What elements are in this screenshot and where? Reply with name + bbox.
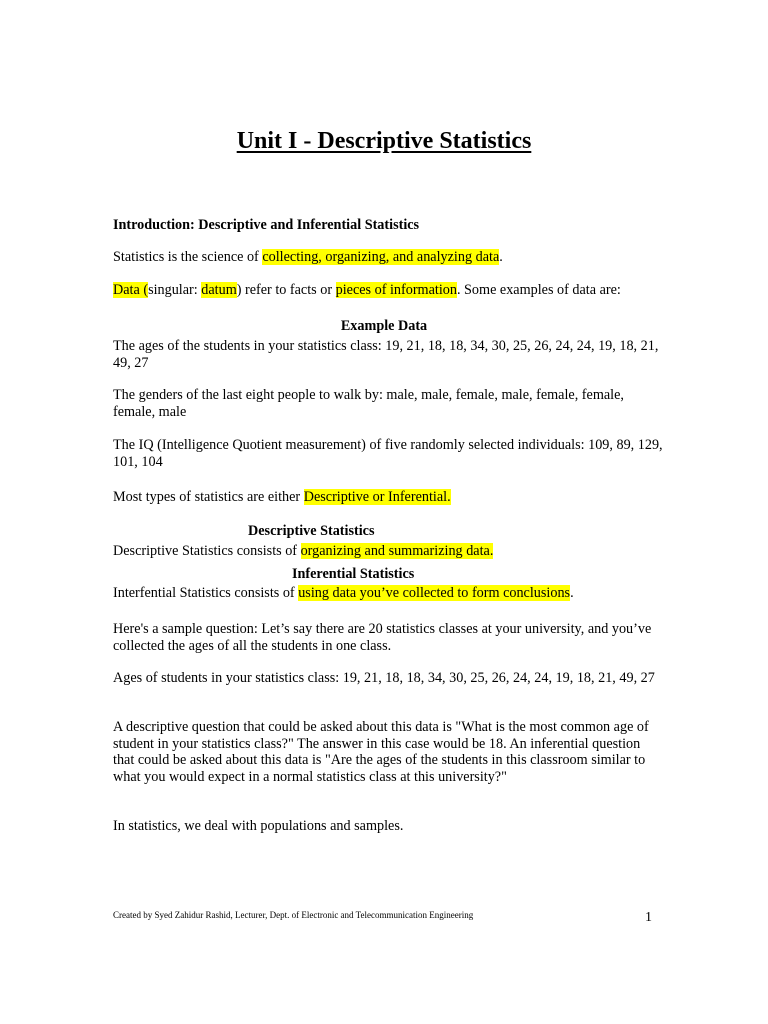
example-data-heading: Example Data [340, 318, 428, 334]
page-title: Unit I - Descriptive Statistics [236, 128, 532, 154]
sample-question-paragraph: Here's a sample question: Let’s say there are 20 statistics classes at your university, and you’ve collected the ages of all the students in one class. [113, 621, 652, 654]
descriptive-text: Descriptive Statistics consists of [113, 543, 301, 559]
statistics-definition-highlight: collecting, organizing, and analyzing data [262, 249, 500, 265]
data-definition-text-2: ) refer to facts or [236, 282, 336, 298]
ages-paragraph: Ages of students in your statistics class: 19, 21, 18, 18, 34, 30, 25, 26, 24, 24, 19, 18, 21, 49, 27 [113, 670, 655, 686]
data-definition [113, 282, 663, 299]
footer-credit: Created by Syed Zahidur Rashid, Lecturer, Dept. of Electronic and Telecommunication Engineering [113, 910, 474, 920]
types-highlight: Descriptive or Inferential. [303, 489, 451, 505]
example-genders: The genders of the last eight people to walk by: male, male, female, male, female, female, female, male [113, 387, 624, 420]
inferential-definition [113, 585, 663, 602]
types-text: Most types of statistics are either [113, 489, 304, 505]
statistics-definition-end: . [499, 249, 503, 265]
example-iq: The IQ (Intelligence Quotient measurement) of five randomly selected individuals: 109, 89, 129, 101, 104 [113, 437, 663, 470]
populations-paragraph: In statistics, we deal with populations and samples. [113, 818, 404, 834]
descriptive-highlight: organizing and summarizing data. [300, 543, 494, 559]
descriptive-definition [113, 543, 663, 560]
example-ages: The ages of the students in your statistics class: 19, 21, 18, 18, 34, 30, 25, 26, 24, 24, 19, 18, 21, 49, 27 [113, 338, 659, 371]
datum-highlight: datum [201, 282, 237, 298]
inferential-heading: Inferential Statistics [292, 566, 415, 582]
statistics-definition [113, 249, 663, 266]
statistics-definition-text: Statistics is the science of [113, 249, 263, 265]
question-paragraph: A descriptive question that could be asked about this data is "What is the most common age of student in your statistics class?" The answer in this case would be 18. An inferential question that could be asked about this data is "Are the ages of the students in this classroom similar to what you would expect in a normal statistics class at this university?" [113, 719, 649, 785]
inferential-text: Interfential Statistics consists of [113, 585, 299, 601]
intro-heading: Introduction: Descriptive and Inferential Statistics [113, 217, 420, 233]
data-definition-text-3: . Some examples of data are: [456, 282, 621, 298]
inferential-end: . [570, 585, 574, 601]
data-term-highlight: Data ( [113, 282, 149, 298]
inferential-highlight: using data you’ve collected to form conclusions [298, 585, 571, 601]
data-definition-text-1: singular: [148, 282, 202, 298]
pieces-of-information-highlight: pieces of information [335, 282, 457, 298]
types-of-statistics [113, 489, 663, 506]
page-number: 1 [645, 910, 652, 925]
descriptive-heading: Descriptive Statistics [248, 523, 375, 539]
